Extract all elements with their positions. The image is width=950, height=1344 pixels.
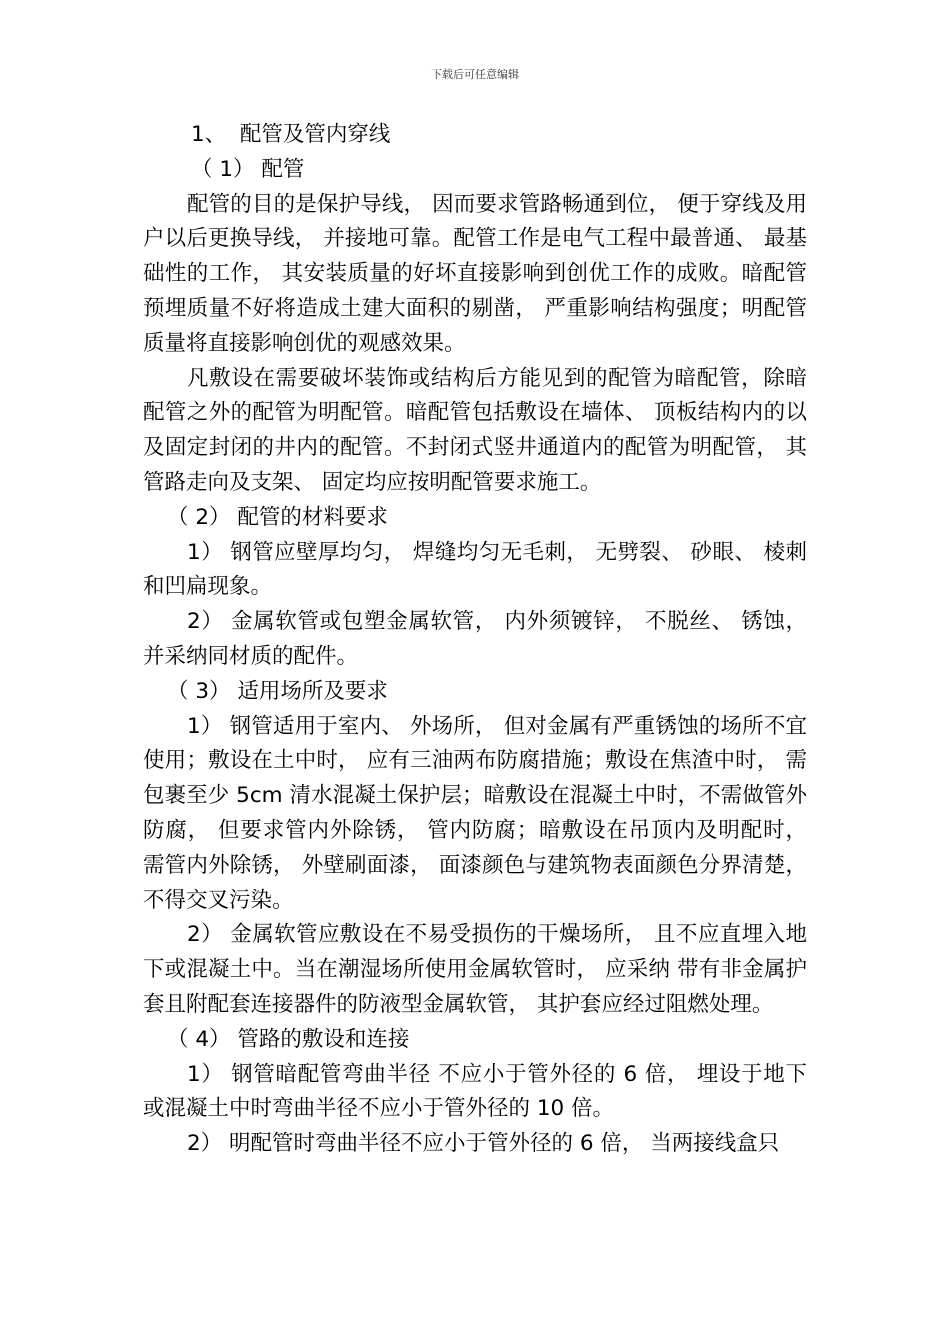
- paragraph: 2） 金属软管或包塑金属软管， 内外须镀锌， 不脱丝、 锈蚀，并采纳同材质的配件。: [143, 609, 807, 669]
- paragraph: 凡敷设在需要破坏装饰或结构后方能见到的配管为暗配管，除暗配管之外的配管为明配管。暗配管包括敷设在墙体、 顶板结构内的以及固定封闭的井内的配管。不封闭式竖井通道内的配管为明配管， 其管路走向及支架、 固定均应按明配管要求施工。: [143, 365, 807, 495]
- paragraph: 1） 钢管适用于室内、 外场所， 但对金属有严重锈蚀的场所不宜使用；敷设在土中时， 应有三油两布防腐措施；敷设在焦渣中时， 需包裹至少 5cm 清水混凝土保护层；暗敷设在混凝土中时，不需做管外防腐， 但要求管内外除锈， 管内防腐；暗敷设在吊顶内及明配时， 需管内外除锈， 外壁刷面漆， 面漆颜色与建筑物表面颜色分界清楚， 不得交叉污染。: [143, 713, 807, 913]
- paragraph: 2） 金属软管应敷设在不易受损伤的干燥场所， 且不应直埋入地下或混凝土中。当在潮湿场所使用金属软管时， 应采纳 带有非金属护套且附配套连接器件的防液型金属软管， 其护套应经过阻燃处理。: [143, 922, 807, 1017]
- subsection-heading: （ 3） 适用场所及要求: [167, 678, 388, 704]
- page-header: 下载后可任意编辑: [431, 68, 519, 81]
- paragraph: 1） 钢管应壁厚均匀， 焊缝均匀无毛刺， 无劈裂、 砂眼、 棱刺和凹扁现象。: [143, 539, 807, 600]
- subsection-heading: （ 2） 配管的材料要求: [167, 504, 388, 530]
- paragraph: 1） 钢管暗配管弯曲半径 不应小于管外径的 6 倍， 埋设于地下或混凝土中时弯曲半径不应小于管外径的 10 倍。: [143, 1061, 807, 1122]
- subsection-heading: （ 1） 配管: [191, 156, 305, 182]
- paragraph: 配管的目的是保护导线， 因而要求管路畅通到位， 便于穿线及用户以后更换导线， 并接地可靠。配管工作是电气工程中最普通、 最基础性的工作， 其安装质量的好坏直接影响到创优工作的成败。暗配管预埋质量不好将造成土建大面积的剔凿， 严重影响结构强度；明配管质量将直接影响创优的观感效果。: [143, 191, 807, 356]
- subsection-heading: （ 4） 管路的敷设和连接: [167, 1026, 410, 1052]
- document-body: [143, 118, 807, 1162]
- section-heading: 1、 配管及管内穿线: [191, 122, 391, 147]
- paragraph: 2） 明配管时弯曲半径不应小于管外径的 6 倍， 当两接线盒只: [187, 1131, 780, 1157]
